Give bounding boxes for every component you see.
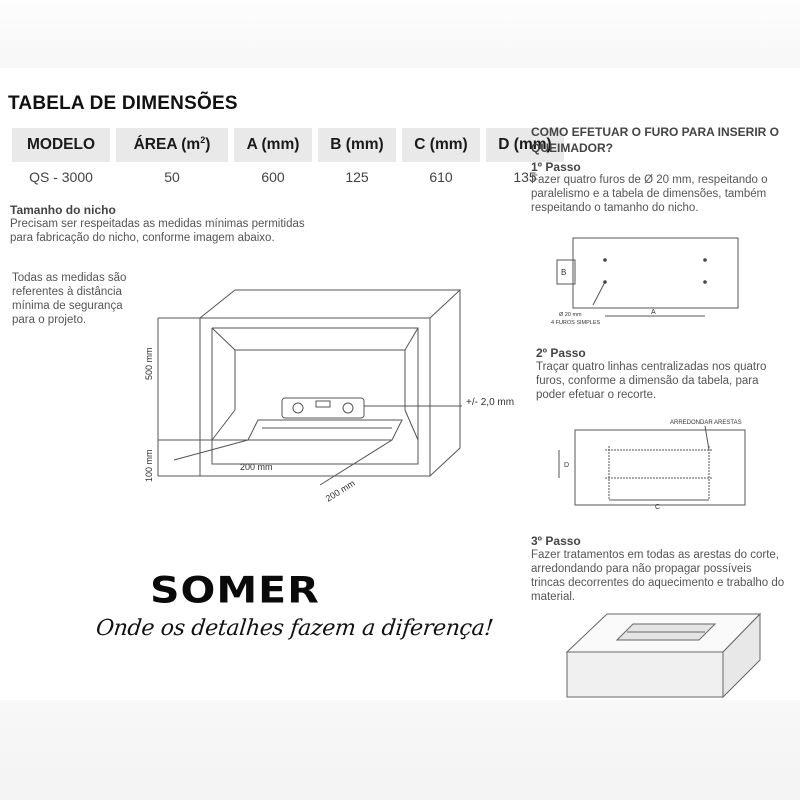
step2-title: 2º Passo bbox=[536, 346, 586, 360]
level-bubble-center bbox=[316, 401, 330, 407]
nicho-text: Precisam ser respeitadas as medidas mínimas permitidas para fabricação do nicho, conforme imagem abaixo. bbox=[10, 218, 305, 244]
niche-top-face bbox=[200, 290, 460, 318]
tolerance-label: +/- 2,0 mm bbox=[466, 397, 515, 408]
hole-bottom-right bbox=[703, 280, 707, 284]
header-modelo bbox=[12, 128, 110, 162]
level-bubble-left bbox=[293, 403, 303, 413]
page-title: TABELA DE DIMENSÕES bbox=[8, 93, 238, 114]
niche-inner-edge-1 bbox=[212, 328, 235, 350]
nicho-title: Tamanho do nicho bbox=[10, 203, 116, 217]
niche-right-back-edge bbox=[430, 290, 460, 476]
step2-text: Traçar quatro linhas centralizadas nos quatro furos, conforme a dimensão da tabela, para poder efetuar o recorte. bbox=[536, 361, 767, 401]
niche-inner-edge-2 bbox=[405, 328, 418, 350]
cell-a: 600 bbox=[261, 169, 285, 185]
header-d-label: D (mm) bbox=[498, 136, 552, 153]
header-area-label: ÁREA (m bbox=[133, 136, 201, 154]
step3-text: Fazer tratamentos em todas as arestas do corte, arredondando para não propagar possíveis trincas decorrentes do aquecimento e trabalho do material. bbox=[531, 549, 785, 603]
step3-title: 3º Passo bbox=[531, 534, 581, 548]
niche-diagram bbox=[130, 280, 530, 510]
cell-d: 135 bbox=[513, 169, 537, 185]
depth-label: 200 mm bbox=[323, 477, 357, 504]
header-b bbox=[318, 128, 396, 162]
hole-bottom-left bbox=[603, 280, 607, 284]
header-c-label: C (mm) bbox=[414, 136, 468, 153]
burner-shape bbox=[248, 420, 402, 440]
step1-slab bbox=[573, 238, 738, 308]
header-a-label: A (mm) bbox=[246, 136, 300, 153]
step2-round-label: ARREDONDAR ARESTAS bbox=[670, 420, 742, 426]
header-area bbox=[116, 128, 228, 162]
depth-dim-line bbox=[320, 440, 392, 485]
howto-title: COMO EFETUAR O FURO PARA INSERIR O QUEIMADOR? bbox=[531, 125, 780, 155]
header-b-label: B (mm) bbox=[330, 136, 384, 153]
step3-diagram bbox=[565, 612, 765, 702]
bottom-label: 100 mm bbox=[144, 449, 154, 482]
brand-logo: SOMER bbox=[150, 568, 320, 612]
niche-floor-left bbox=[212, 410, 235, 440]
brand-slogan: Onde os detalhes fazem a diferença! bbox=[94, 616, 495, 641]
step1-holes-label: 4 FUROS SIMPLES bbox=[551, 320, 601, 326]
step1-diagram bbox=[545, 230, 745, 330]
width-label: 200 mm bbox=[240, 462, 273, 472]
dimensions-table bbox=[6, 128, 570, 192]
bottom-background-band bbox=[0, 700, 800, 800]
cell-b: 125 bbox=[345, 169, 369, 185]
level-bubble-right bbox=[343, 403, 353, 413]
table-row bbox=[12, 162, 564, 192]
medidas-note: Todas as medidas são referentes à distância mínima de segurança para o projeto. bbox=[12, 272, 127, 326]
height-label: 500 mm bbox=[144, 347, 154, 380]
step3-slab-front bbox=[567, 652, 723, 697]
step2-slab bbox=[575, 430, 745, 505]
step2-c-label: C bbox=[655, 504, 661, 511]
cell-modelo: QS - 3000 bbox=[29, 169, 93, 185]
header-area-superscript: 2 bbox=[200, 135, 206, 146]
hole-top-left bbox=[603, 258, 607, 262]
header-c bbox=[402, 128, 480, 162]
cell-area: 50 bbox=[164, 169, 180, 185]
step1-a-label: A bbox=[651, 309, 656, 316]
step1-title: 1º Passo bbox=[531, 160, 581, 174]
table-header-row bbox=[12, 128, 564, 162]
step2-d-label: D bbox=[564, 462, 570, 469]
step2-diagram bbox=[555, 412, 755, 517]
hole-top-right bbox=[703, 258, 707, 262]
step1-leader bbox=[593, 282, 605, 305]
header-modelo-label: MODELO bbox=[26, 136, 96, 153]
width-dim-line bbox=[174, 440, 248, 460]
niche-floor-right bbox=[405, 410, 418, 440]
top-background-band bbox=[0, 0, 800, 68]
step1-text: Fazer quatro furos de Ø 20 mm, respeitando o paralelismo e a tabela de dimensões, também respeitando o tamanho do nicho. bbox=[531, 174, 768, 214]
cell-c: 610 bbox=[429, 169, 453, 185]
header-a bbox=[234, 128, 312, 162]
step1-diam-label: Ø 20 mm bbox=[559, 312, 582, 318]
step1-b-label: B bbox=[561, 268, 567, 277]
header-area-close: ) bbox=[205, 136, 211, 154]
